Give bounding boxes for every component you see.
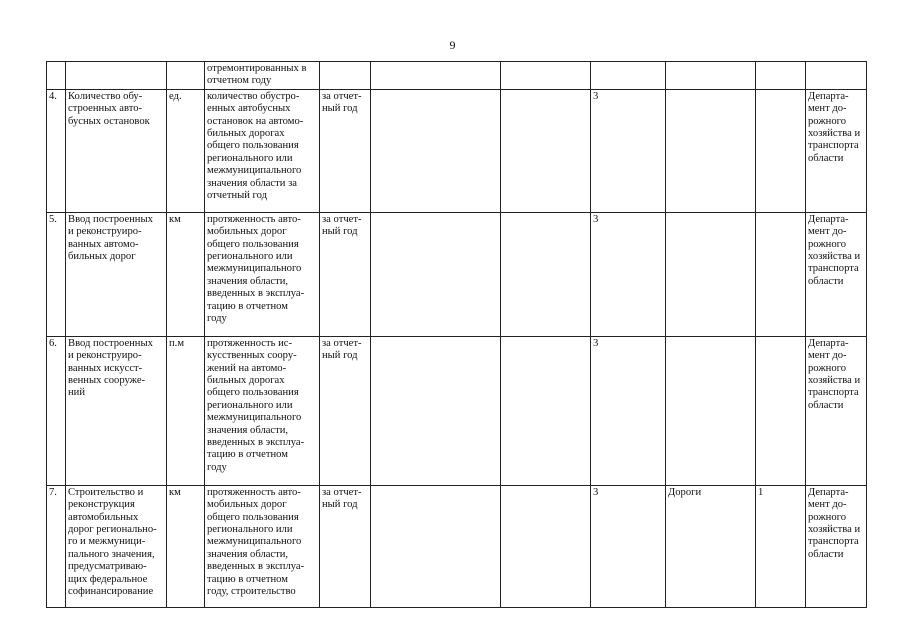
table-row — [47, 62, 867, 90]
indicator-name: Количество обу- строенных авто- бусных остановок — [66, 89, 167, 212]
unit: ед. — [167, 89, 205, 212]
table-cell — [501, 485, 591, 607]
table-row — [47, 336, 867, 485]
indicator-description: протяженность ис- кусственных соору- жений на автомо- бильных дорогах общего пользования регионального или межмуниципального значения области, введенных в эксплуа- тацию в отчетном году — [205, 336, 320, 485]
table-cell — [47, 62, 66, 90]
indicator-name: Ввод построенных и реконструиро- ванных искусст- венных сооруже- ний — [66, 336, 167, 485]
period: за отчет- ный год — [320, 89, 371, 212]
indicator-name: Ввод построенных и реконструиро- ванных автомо- бильных дорог — [66, 212, 167, 336]
table-row — [47, 485, 867, 607]
indicator-description: протяженность авто- мобильных дорог общего пользования регионального или межмуниципального значения области, введенных в эксплуа- тацию в отчетном году — [205, 212, 320, 336]
department: Департа- мент до- рожного хозяйства и транспорта области — [806, 336, 867, 485]
value: 3 — [591, 212, 666, 336]
object — [666, 336, 756, 485]
department: Департа- мент до- рожного хозяйства и транспорта области — [806, 485, 867, 607]
unit: км — [167, 212, 205, 336]
indicator-name: Строительство и реконструкция автомобильных дорог регионально- го и межмуници- пального значения, предусматриваю- щих федеральное софинансирование — [66, 485, 167, 607]
period: за отчет- ный год — [320, 485, 371, 607]
table-cell — [371, 89, 501, 212]
indicator-description: количество обустро- енных автобусных остановок на автомо- бильных дорогах общего пользования регионального или межмуниципального значения области за отчетный год — [205, 89, 320, 212]
indicator-description: протяженность авто- мобильных дорог общего пользования регионального или межмуниципального значения области, введенных в эксплуа- тацию в отчетном году, строительство — [205, 485, 320, 607]
table-row — [47, 89, 867, 212]
table-cell — [501, 62, 591, 90]
object — [666, 212, 756, 336]
row-number: 5. — [47, 212, 66, 336]
table-cell — [501, 212, 591, 336]
count — [756, 89, 806, 212]
table-cell — [66, 62, 167, 90]
value: 3 — [591, 336, 666, 485]
table-cell — [501, 89, 591, 212]
table-cell — [371, 212, 501, 336]
table-cell — [371, 336, 501, 485]
object — [666, 89, 756, 212]
row-number: 7. — [47, 485, 66, 607]
table-row — [47, 212, 867, 336]
table-cell-description: отремонтированных в отчетном году — [205, 62, 320, 90]
row-number: 4. — [47, 89, 66, 212]
count — [756, 336, 806, 485]
indicators-table — [46, 61, 867, 608]
table-cell — [501, 336, 591, 485]
table-cell — [371, 485, 501, 607]
unit: п.м — [167, 336, 205, 485]
object: Дороги — [666, 485, 756, 607]
department: Департа- мент до- рожного хозяйства и транспорта области — [806, 89, 867, 212]
period: за отчет- ный год — [320, 212, 371, 336]
table-cell — [371, 62, 501, 90]
value: 3 — [591, 89, 666, 212]
table-cell — [756, 62, 806, 90]
table-cell — [591, 62, 666, 90]
table-cell — [167, 62, 205, 90]
value: 3 — [591, 485, 666, 607]
table-cell — [806, 62, 867, 90]
count: 1 — [756, 485, 806, 607]
row-number: 6. — [47, 336, 66, 485]
table-cell — [666, 62, 756, 90]
unit: км — [167, 485, 205, 607]
page-number: 9 — [449, 38, 456, 52]
department: Департа- мент до- рожного хозяйства и транспорта области — [806, 212, 867, 336]
period: за отчет- ный год — [320, 336, 371, 485]
table-cell — [320, 62, 371, 90]
count — [756, 212, 806, 336]
